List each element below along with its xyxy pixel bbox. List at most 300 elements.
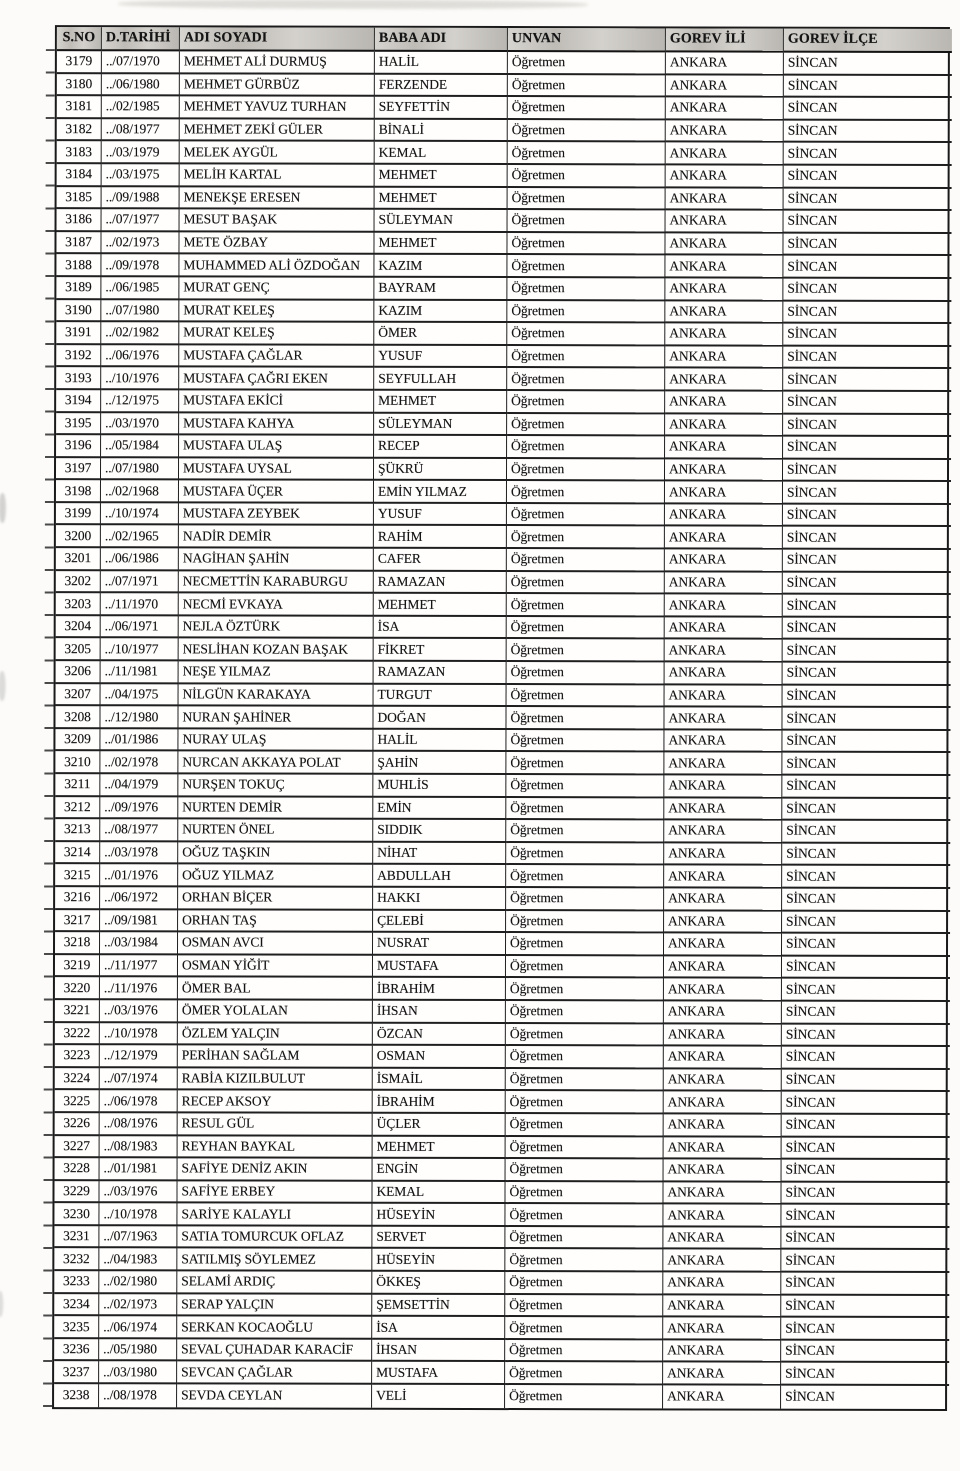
cell-text: 3196: [64, 437, 92, 453]
cell-text: SİNCAN: [786, 800, 836, 816]
table-cell-title: [506, 1001, 664, 1024]
table-cell-sno: [56, 480, 101, 503]
column-header-label: D.TARİHİ: [105, 30, 171, 46]
cell-text: ANKARA: [668, 529, 727, 545]
cell-text: ../11/1976: [103, 979, 158, 995]
cell-text: ../03/1978: [104, 844, 158, 860]
cell-text: REYHAN BAYKAL: [181, 1138, 295, 1154]
table-cell-birth-date: [101, 255, 179, 278]
table-cell-father-name: [372, 1317, 505, 1340]
cell-text: İSA: [376, 1319, 398, 1335]
table-cell-duty-province: [664, 798, 782, 821]
cell-text: MUSTAFA KAHYA: [183, 415, 295, 431]
cell-text: BAYRAM: [378, 280, 436, 296]
cell-text: YUSUF: [378, 347, 423, 363]
table-cell-duty-province: [664, 843, 782, 866]
table-cell-full-name: [178, 1068, 373, 1091]
cell-text: ABDULLAH: [377, 867, 451, 883]
table-cell-title: [507, 481, 665, 504]
cell-text: MEHMET: [376, 1138, 435, 1154]
cell-text: ANKARA: [668, 709, 726, 726]
table-cell-birth-date: [101, 503, 179, 526]
table-cell-duty-province: [665, 572, 783, 595]
cell-text: Öğretmen: [511, 99, 565, 115]
cell-text: MEHMET: [378, 392, 437, 409]
table-cell-duty-province: [665, 617, 783, 640]
cell-text: ANKARA: [669, 371, 727, 387]
cell-text: HALİL: [378, 54, 419, 70]
cell-text: ../01/1981: [103, 1160, 158, 1176]
table-cell-birth-date: [99, 1316, 177, 1339]
cell-text: ANKARA: [668, 596, 726, 613]
table-cell-duty-district: [784, 120, 952, 143]
table-cell-duty-province: [665, 482, 783, 505]
table-cell-title: [506, 1137, 664, 1160]
table-cell-duty-province: [665, 256, 783, 279]
table-cell-full-name: [178, 842, 373, 865]
table-cell-birth-date: [100, 729, 178, 752]
table-cell-full-name: [177, 1249, 372, 1272]
cell-text: ANKARA: [668, 868, 726, 884]
column-header-birth-date: [102, 27, 180, 51]
table-cell-duty-district: [781, 1182, 949, 1205]
table-cell-duty-province: [665, 504, 783, 527]
table-cell-father-name: [373, 865, 506, 888]
table-cell-title: [507, 301, 665, 324]
table-cell-title: [505, 1204, 663, 1227]
cell-text: ANKARA: [667, 1161, 725, 1177]
table-cell-duty-district: [783, 663, 951, 686]
cell-text: ../03/1980: [103, 1363, 157, 1380]
table-cell-duty-province: [664, 775, 782, 798]
cell-text: SÜLEYMAN: [378, 212, 453, 228]
cell-text: Öğretmen: [511, 280, 565, 296]
cell-text: ANKARA: [668, 642, 726, 658]
cell-text: 3211: [64, 776, 91, 792]
table-cell-birth-date: [101, 345, 179, 368]
cell-text: Öğretmen: [509, 1297, 563, 1313]
cell-text: Öğretmen: [509, 1388, 563, 1404]
table-cell-full-name: [178, 887, 373, 910]
cell-text: SİNCAN: [787, 461, 837, 477]
table-cell-duty-district: [783, 505, 951, 528]
table-cell-birth-date: [100, 706, 178, 729]
cell-text: ANKARA: [667, 1297, 725, 1313]
table-cell-duty-district: [783, 346, 951, 369]
column-header-label: UNVAN: [511, 31, 562, 47]
table-cell-duty-district: [782, 1002, 950, 1025]
table-cell-title: [506, 730, 664, 753]
table-cell-father-name: [372, 1294, 505, 1317]
column-header-father-name: [375, 28, 508, 52]
table-cell-full-name: [180, 210, 375, 233]
cell-text: 3181: [65, 98, 93, 114]
cell-text: OSMAN YİĞİT: [181, 957, 270, 973]
table-cell-full-name: [178, 797, 373, 820]
table-cell-duty-province: [664, 911, 782, 934]
cell-text: İHSAN: [376, 1003, 418, 1019]
cell-text: SİNCAN: [785, 1094, 836, 1110]
table-cell-birth-date: [101, 571, 179, 594]
cell-text: ÖMER BAL: [181, 980, 251, 996]
table-cell-father-name: [373, 1159, 506, 1182]
cell-text: SEYFETTİN: [378, 99, 450, 115]
cell-text: 3183: [65, 143, 92, 159]
table-cell-father-name: [374, 594, 507, 617]
cell-text: SARİYE KALAYLI: [181, 1205, 291, 1222]
cell-text: Öğretmen: [510, 912, 564, 929]
cell-text: ../04/1983: [103, 1250, 158, 1267]
table-cell-father-name: [373, 1114, 506, 1137]
cell-text: SEVDA CEYLAN: [181, 1387, 283, 1403]
cell-text: SİNCAN: [787, 235, 838, 251]
table-cell-full-name: [178, 978, 373, 1001]
table-cell-full-name: [179, 661, 374, 684]
cell-text: ../11/1981: [104, 663, 158, 679]
table-cell-father-name: [374, 662, 507, 685]
cell-text: İSA: [377, 618, 400, 634]
table-cell-father-name: [375, 142, 508, 165]
cell-text: MEHMET ZEKİ GÜLER: [183, 121, 323, 137]
table-cell-title: [507, 233, 665, 256]
cell-text: 3238: [62, 1387, 90, 1403]
table-cell-duty-district: [783, 685, 951, 708]
table-cell-father-name: [375, 187, 508, 210]
table-cell-father-name: [373, 752, 506, 775]
table-cell-birth-date: [101, 390, 179, 413]
cell-text: 3190: [65, 301, 92, 318]
cell-text: RAMAZAN: [377, 664, 446, 680]
cell-text: 3212: [63, 799, 91, 815]
cell-text: MUSTAFA ZEYBEK: [182, 505, 300, 521]
cell-text: MELEK AYGÜL: [183, 144, 278, 160]
cell-text: SİNCAN: [787, 213, 838, 229]
table-cell-full-name: [180, 74, 375, 97]
table-cell-sno: [55, 910, 100, 933]
cell-text: 3201: [64, 550, 92, 566]
table-cell-duty-district: [783, 617, 951, 640]
table-cell-father-name: [375, 210, 508, 233]
table-cell-title: [507, 346, 665, 369]
table-cell-father-name: [373, 1136, 506, 1159]
table-cell-duty-district: [782, 1092, 950, 1115]
table-cell-birth-date: [100, 1000, 178, 1023]
cell-text: SİNCAN: [785, 1275, 835, 1291]
cell-text: SİNCAN: [786, 552, 837, 568]
cell-text: SİNCAN: [787, 326, 837, 342]
table-cell-duty-district: [783, 279, 951, 302]
table-cell-duty-district: [782, 1160, 950, 1183]
cell-text: ANKARA: [668, 687, 726, 703]
table-cell-duty-district: [781, 1318, 949, 1341]
table-cell-duty-district: [782, 821, 950, 844]
table-cell-full-name: [177, 1226, 372, 1249]
table-cell-full-name: [177, 1181, 372, 1204]
cell-text: ANKARA: [668, 506, 727, 522]
table-cell-full-name: [179, 458, 374, 481]
cell-text: ../06/1974: [103, 1318, 158, 1334]
table-cell-full-name: [178, 865, 373, 888]
table-cell-full-name: [177, 1294, 372, 1317]
cell-text: ÖKKEŞ: [376, 1274, 421, 1290]
table-cell-full-name: [179, 594, 374, 617]
cell-text: ../05/1984: [105, 437, 159, 453]
table-cell-sno: [55, 1158, 100, 1181]
cell-text: OSMAN AVCI: [182, 934, 264, 951]
table-cell-title: [508, 75, 666, 98]
table-cell-title: [505, 1272, 663, 1295]
cell-text: SİNCAN: [786, 732, 837, 748]
table-cell-duty-province: [664, 866, 782, 889]
table-cell-duty-province: [665, 346, 783, 369]
table-cell-duty-province: [664, 1001, 782, 1024]
cell-text: ANKARA: [667, 1206, 725, 1223]
table-cell-duty-district: [783, 437, 951, 460]
table-cell-duty-district: [782, 798, 950, 821]
cell-text: SİNCAN: [787, 122, 838, 138]
table-cell-duty-province: [664, 708, 782, 731]
cell-text: ANKARA: [669, 212, 727, 228]
cell-text: NURŞEN TOKUÇ: [182, 776, 285, 792]
table-cell-sno: [55, 752, 100, 775]
cell-text: ANKARA: [667, 1319, 725, 1336]
table-cell-sno: [55, 864, 100, 887]
table-cell-duty-district: [781, 1340, 949, 1363]
cell-text: SİNCAN: [785, 1229, 836, 1245]
table-cell-birth-date: [100, 865, 178, 888]
cell-text: ../01/1976: [104, 866, 158, 882]
cell-text: ../02/1985: [105, 98, 160, 114]
table-cell-duty-district: [782, 956, 950, 979]
cell-text: METE ÖZBAY: [183, 234, 268, 250]
table-cell-sno: [56, 593, 101, 616]
table-cell-duty-district: [782, 934, 950, 957]
table-cell-duty-province: [663, 1340, 781, 1363]
cell-text: SİNCAN: [786, 664, 837, 681]
table-cell-sno: [55, 955, 100, 978]
cell-text: ANKARA: [669, 77, 727, 93]
table-cell-duty-district: [783, 640, 951, 663]
table-cell-birth-date: [100, 1158, 178, 1181]
cell-text: 3223: [63, 1047, 91, 1063]
table-cell-duty-district: [781, 1386, 949, 1409]
table-cell-sno: [55, 774, 100, 797]
cell-text: ../02/1982: [105, 324, 160, 340]
cell-text: SİNCAN: [785, 958, 836, 974]
cell-text: SİNCAN: [786, 913, 836, 929]
table-cell-birth-date: [99, 1181, 177, 1204]
cell-text: SİNCAN: [787, 54, 838, 71]
table-cell-full-name: [179, 571, 374, 594]
table-cell-duty-province: [664, 956, 782, 979]
cell-text: MUSTAFA EKİCİ: [183, 392, 283, 408]
table-cell-duty-province: [665, 527, 783, 550]
cell-text: 3218: [63, 934, 91, 950]
cell-text: NAGİHAN ŞAHİN: [182, 550, 290, 566]
table-cell-sno: [55, 706, 100, 729]
table-cell-full-name: [177, 1339, 372, 1362]
column-header-label: S.NO: [62, 30, 96, 46]
table-cell-birth-date: [100, 1068, 178, 1091]
cell-text: SİNCAN: [787, 145, 838, 161]
table-cell-duty-province: [665, 436, 783, 459]
cell-text: ../03/1975: [105, 166, 160, 182]
table-cell-duty-district: [784, 75, 952, 98]
cell-text: ORHAN BİÇER: [182, 889, 273, 905]
cell-text: Öğretmen: [511, 415, 565, 431]
cell-text: NECMETTİN KARABURGU: [182, 573, 348, 589]
cell-text: TURGUT: [377, 686, 432, 702]
table-cell-father-name: [374, 300, 507, 323]
cell-text: ANKARA: [667, 1071, 725, 1087]
table-cell-father-name: [373, 775, 506, 798]
table-cell-sno: [55, 932, 100, 955]
table-cell-father-name: [375, 97, 508, 120]
table-cell-sno: [55, 887, 100, 910]
table-cell-title: [506, 956, 664, 979]
table-cell-birth-date: [101, 593, 179, 616]
cell-text: Öğretmen: [510, 641, 564, 657]
table-cell-father-name: [374, 391, 507, 414]
table-cell-duty-district: [783, 256, 951, 279]
cell-text: SEVAL ÇUHADAR KARACİF: [181, 1341, 354, 1357]
cell-text: ../12/1980: [104, 708, 159, 724]
cell-text: MUHLİS: [377, 777, 429, 793]
cell-text: SİNCAN: [786, 755, 837, 771]
cell-text: İBRAHİM: [376, 1093, 435, 1109]
cell-text: ANKARA: [668, 732, 726, 748]
cell-text: ANKARA: [668, 890, 726, 906]
table-cell-father-name: [372, 1204, 505, 1227]
cell-text: Öğretmen: [511, 76, 566, 93]
table-cell-father-name: [374, 549, 507, 572]
cell-text: NEŞE YILMAZ: [182, 663, 271, 679]
cell-text: 3215: [63, 866, 91, 882]
personnel-table: [52, 25, 950, 1410]
table-cell-title: [508, 52, 666, 75]
table-cell-title: [507, 459, 665, 482]
table-cell-duty-district: [781, 1205, 949, 1228]
table-cell-full-name: [179, 435, 374, 458]
cell-text: SİNCAN: [787, 100, 838, 116]
cell-text: ANKARA: [669, 190, 727, 206]
table-cell-birth-date: [101, 232, 179, 255]
table-cell-full-name: [180, 119, 375, 142]
table-cell-father-name: [373, 888, 506, 911]
cell-text: 3185: [65, 188, 92, 205]
table-cell-title: [506, 888, 664, 911]
cell-text: SİNCAN: [786, 710, 837, 726]
table-cell-duty-district: [782, 843, 950, 866]
table-cell-sno: [56, 322, 101, 345]
table-cell-birth-date: [100, 978, 178, 1001]
cell-text: SİNCAN: [785, 1320, 835, 1336]
table-cell-title: [507, 504, 665, 527]
cell-text: Öğretmen: [509, 1206, 563, 1222]
cell-text: ../08/1976: [103, 1115, 158, 1131]
cell-text: ANKARA: [667, 1094, 725, 1110]
table-cell-birth-date: [102, 209, 180, 232]
cell-text: ../10/1978: [103, 1025, 158, 1041]
table-cell-sno: [54, 1339, 99, 1362]
table-cell-title: [506, 707, 664, 730]
table-cell-father-name: [373, 956, 506, 979]
table-cell-sno: [57, 209, 102, 232]
table-cell-full-name: [178, 774, 373, 797]
cell-text: Öğretmen: [509, 1138, 563, 1154]
table-cell-full-name: [178, 1158, 373, 1181]
table-cell-birth-date: [102, 51, 180, 74]
table-cell-duty-province: [666, 165, 784, 188]
table-cell-full-name: [179, 255, 374, 278]
cell-text: Öğretmen: [509, 1184, 563, 1200]
table-cell-duty-province: [664, 934, 782, 957]
table-cell-father-name: [374, 413, 507, 436]
cell-text: NİLGÜN KARAKAYA: [182, 686, 311, 702]
cell-text: SİNCAN: [786, 823, 836, 839]
cell-text: ANKARA: [669, 145, 727, 161]
table-cell-birth-date: [100, 1091, 178, 1114]
table-cell-title: [507, 278, 665, 301]
cell-text: 3189: [65, 279, 92, 295]
table-cell-birth-date: [100, 774, 178, 797]
cell-text: ÖMER: [378, 325, 417, 341]
cell-text: ANKARA: [668, 777, 726, 793]
table-cell-sno: [56, 254, 101, 277]
table-cell-sno: [55, 842, 100, 865]
cell-text: 3199: [64, 505, 92, 521]
table-cell-sno: [57, 119, 102, 142]
column-header-duty-province: [666, 28, 784, 52]
cell-text: NECMİ EVKAYA: [182, 595, 283, 612]
table-cell-father-name: [374, 458, 507, 481]
table-cell-duty-province: [666, 211, 784, 234]
table-cell-father-name: [374, 571, 507, 594]
table-cell-title: [505, 1362, 663, 1385]
cell-text: 3187: [65, 234, 92, 250]
cell-text: SAFİYE ERBEY: [181, 1183, 276, 1199]
cell-text: KEMAL: [376, 1183, 425, 1199]
cell-text: MUHAMMED ALİ ÖZDOĞAN: [183, 257, 360, 273]
cell-text: SİNCAN: [786, 687, 837, 703]
table-cell-duty-province: [665, 233, 783, 256]
table-cell-duty-district: [784, 211, 952, 234]
table-cell-title: [507, 368, 665, 391]
cell-text: SİNCAN: [785, 1026, 836, 1042]
table-cell-father-name: [372, 1272, 505, 1295]
table-cell-birth-date: [101, 277, 179, 300]
table-cell-sno: [56, 458, 101, 481]
column-header-label: BABA ADI: [378, 30, 447, 46]
cell-text: KAZIM: [378, 257, 423, 273]
cell-text: SİNCAN: [787, 303, 838, 319]
table-cell-father-name: [373, 910, 506, 933]
cell-text: SEVCAN ÇAĞLAR: [181, 1364, 293, 1380]
table-cell-duty-district: [782, 911, 950, 934]
cell-text: SİNCAN: [786, 868, 836, 884]
cell-text: ÖZCAN: [376, 1025, 423, 1041]
cell-text: ../03/1979: [105, 143, 160, 160]
cell-text: 3233: [62, 1273, 90, 1289]
cell-text: Öğretmen: [510, 935, 564, 951]
cell-text: ŞÜKRÜ: [378, 460, 424, 476]
table-cell-duty-district: [782, 1047, 950, 1070]
cell-text: SİNCAN: [786, 890, 836, 907]
table-cell-full-name: [179, 300, 374, 323]
table-cell-duty-province: [666, 143, 784, 166]
cell-text: SİNCAN: [785, 1342, 835, 1358]
table-cell-duty-province: [664, 1159, 782, 1182]
